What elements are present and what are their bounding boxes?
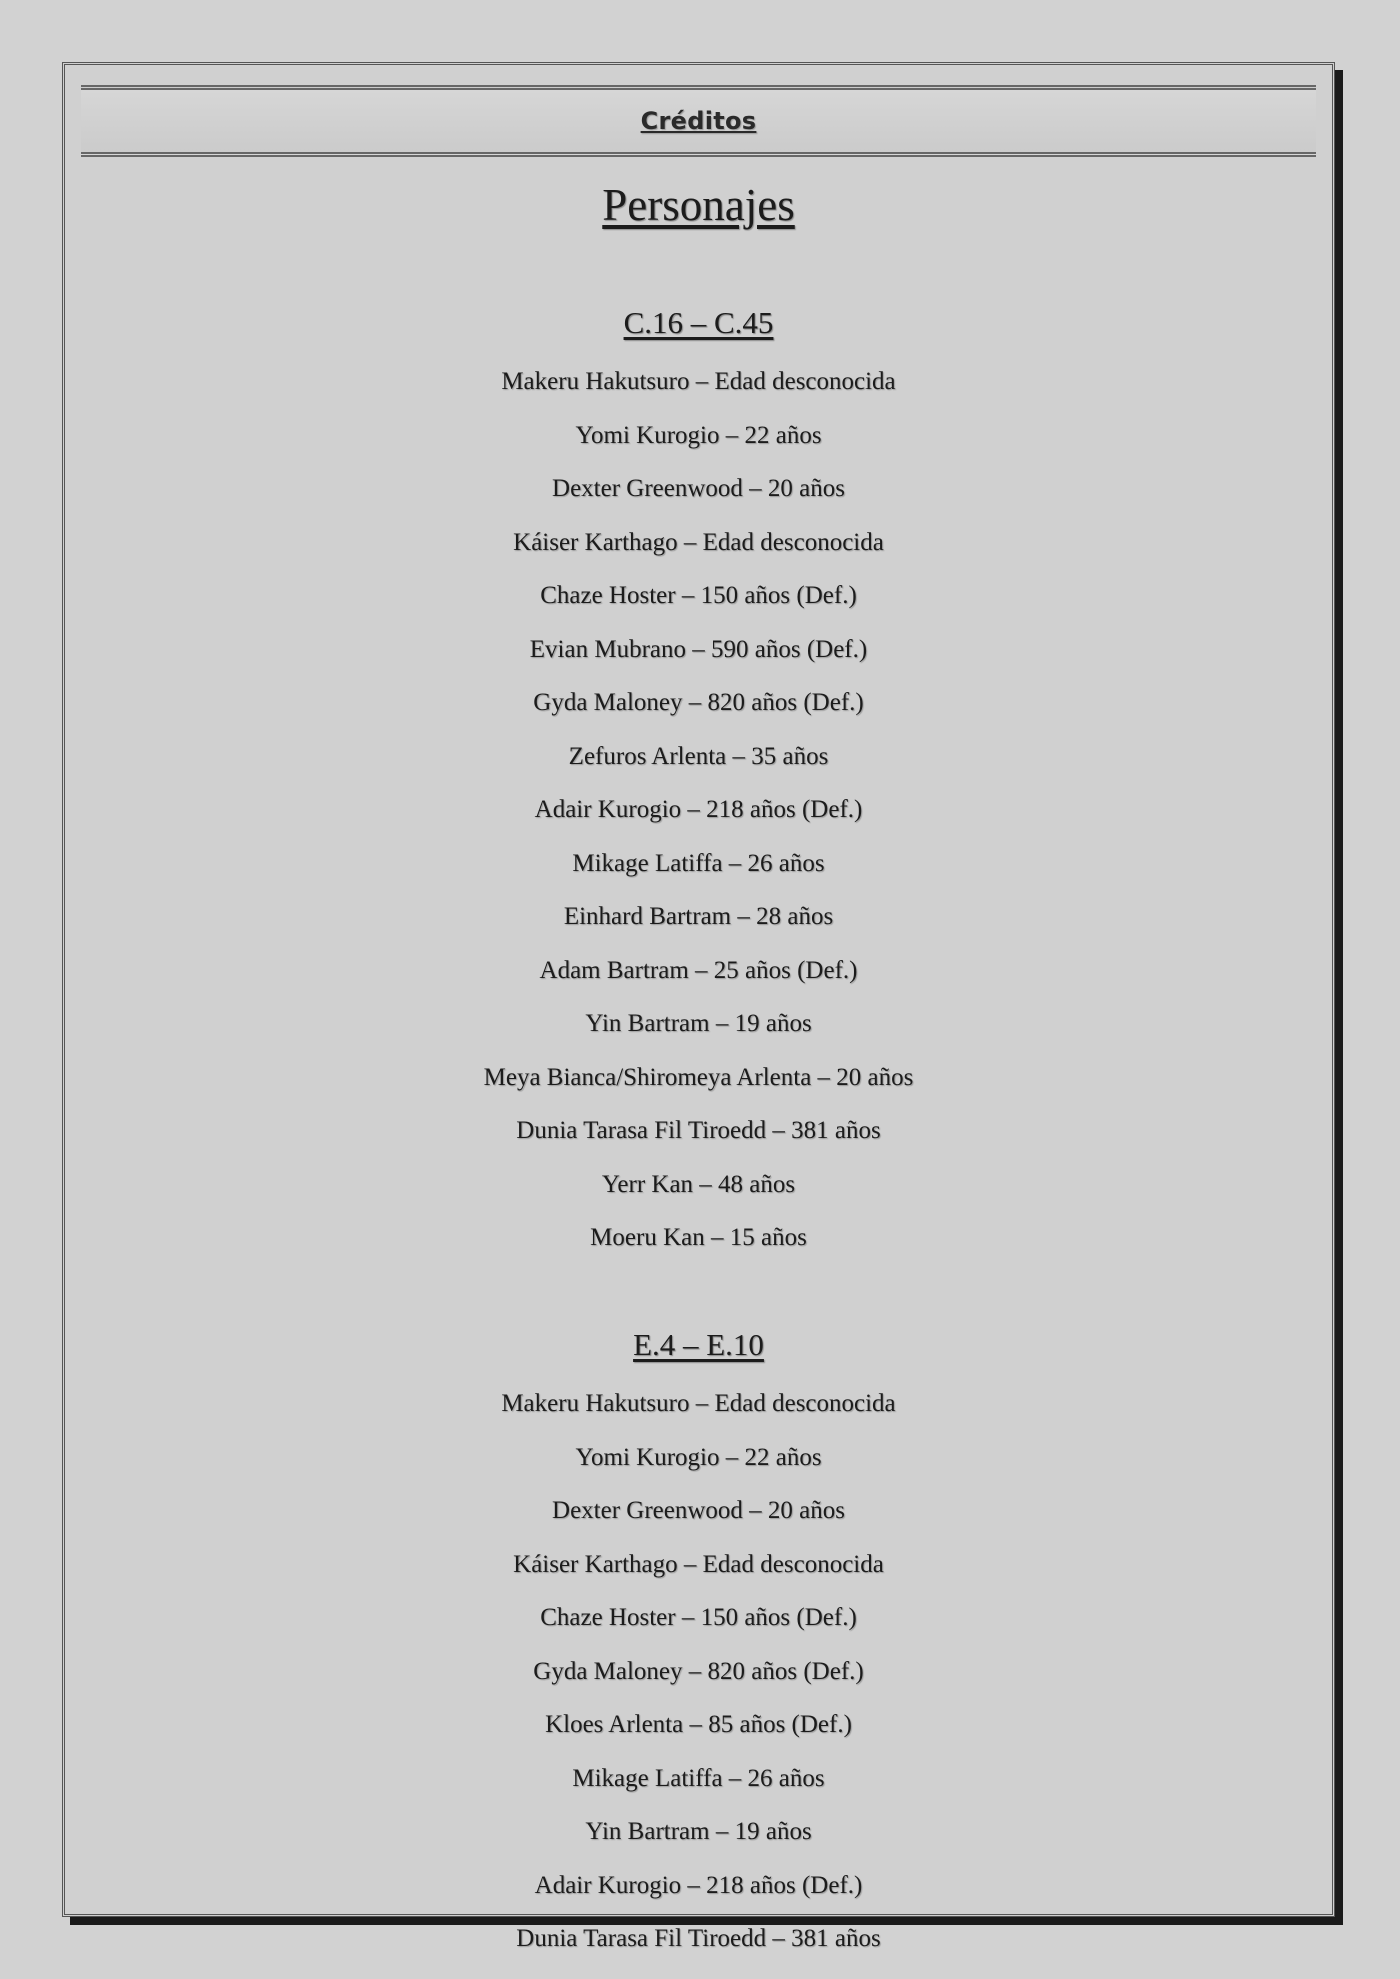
list-item: Chaze Hoster – 150 años (Def.) xyxy=(540,1604,857,1631)
page-title: Personajes xyxy=(602,180,795,230)
list-item: Moeru Kan – 15 años xyxy=(590,1224,807,1251)
document-page xyxy=(62,62,1335,1952)
list-item: Zefuros Arlenta – 35 años xyxy=(568,742,829,770)
list-item: Einhard Bartram – 28 años xyxy=(563,903,834,930)
list-item: Yin Bartram – 19 años xyxy=(585,1010,812,1037)
header-title: Créditos xyxy=(640,107,757,135)
list-item: Adair Kurogio – 218 años (Def.) xyxy=(534,1871,863,1899)
list-item: Yomi Kurogio – 22 años xyxy=(575,1443,822,1471)
list-item: Dunia Tarasa Fil Tiroedd – 381 años xyxy=(516,1925,881,1952)
list-item: Dexter Greenwood – 20 años xyxy=(552,1497,845,1524)
list-item: Dexter Greenwood – 20 años xyxy=(552,475,845,502)
list-item: Yomi Kurogio – 22 años xyxy=(575,421,822,449)
section-title-2: E.4 – E.10 xyxy=(633,1327,764,1362)
list-item: Káiser Karthago – Edad desconocida xyxy=(513,528,884,556)
list-item: Yin Bartram – 19 años xyxy=(585,1818,812,1845)
list-item: Yerr Kan – 48 años xyxy=(601,1170,796,1198)
character-list-2 xyxy=(65,1377,1332,1966)
list-item: Kloes Arlenta – 85 años (Def.) xyxy=(545,1711,852,1738)
list-item: Káiser Karthago – Edad desconocida xyxy=(513,1550,884,1578)
list-item: Evian Mubrano – 590 años (Def.) xyxy=(529,635,868,663)
list-item: Adam Bartram – 25 años (Def.) xyxy=(539,956,858,984)
character-list-1 xyxy=(65,355,1332,1265)
list-item: Dunia Tarasa Fil Tiroedd – 381 años xyxy=(516,1117,881,1144)
list-item: Mikage Latiffa – 26 años xyxy=(572,1764,825,1792)
list-item: Mikage Latiffa – 26 años xyxy=(572,849,825,877)
section-title-1: C.16 – C.45 xyxy=(623,305,774,340)
list-item: Makeru Hakutsuro – Edad desconocida xyxy=(501,1390,896,1417)
header-band xyxy=(81,85,1316,157)
list-item: Gyda Maloney – 820 años (Def.) xyxy=(533,689,864,716)
list-item: Chaze Hoster – 150 años (Def.) xyxy=(540,582,857,609)
list-item: Makeru Hakutsuro – Edad desconocida xyxy=(501,368,896,395)
list-item: Gyda Maloney – 820 años (Def.) xyxy=(533,1657,864,1685)
list-item: Adair Kurogio – 218 años (Def.) xyxy=(534,796,863,823)
list-item: Meya Bianca/Shiromeya Arlenta – 20 años xyxy=(483,1063,914,1091)
